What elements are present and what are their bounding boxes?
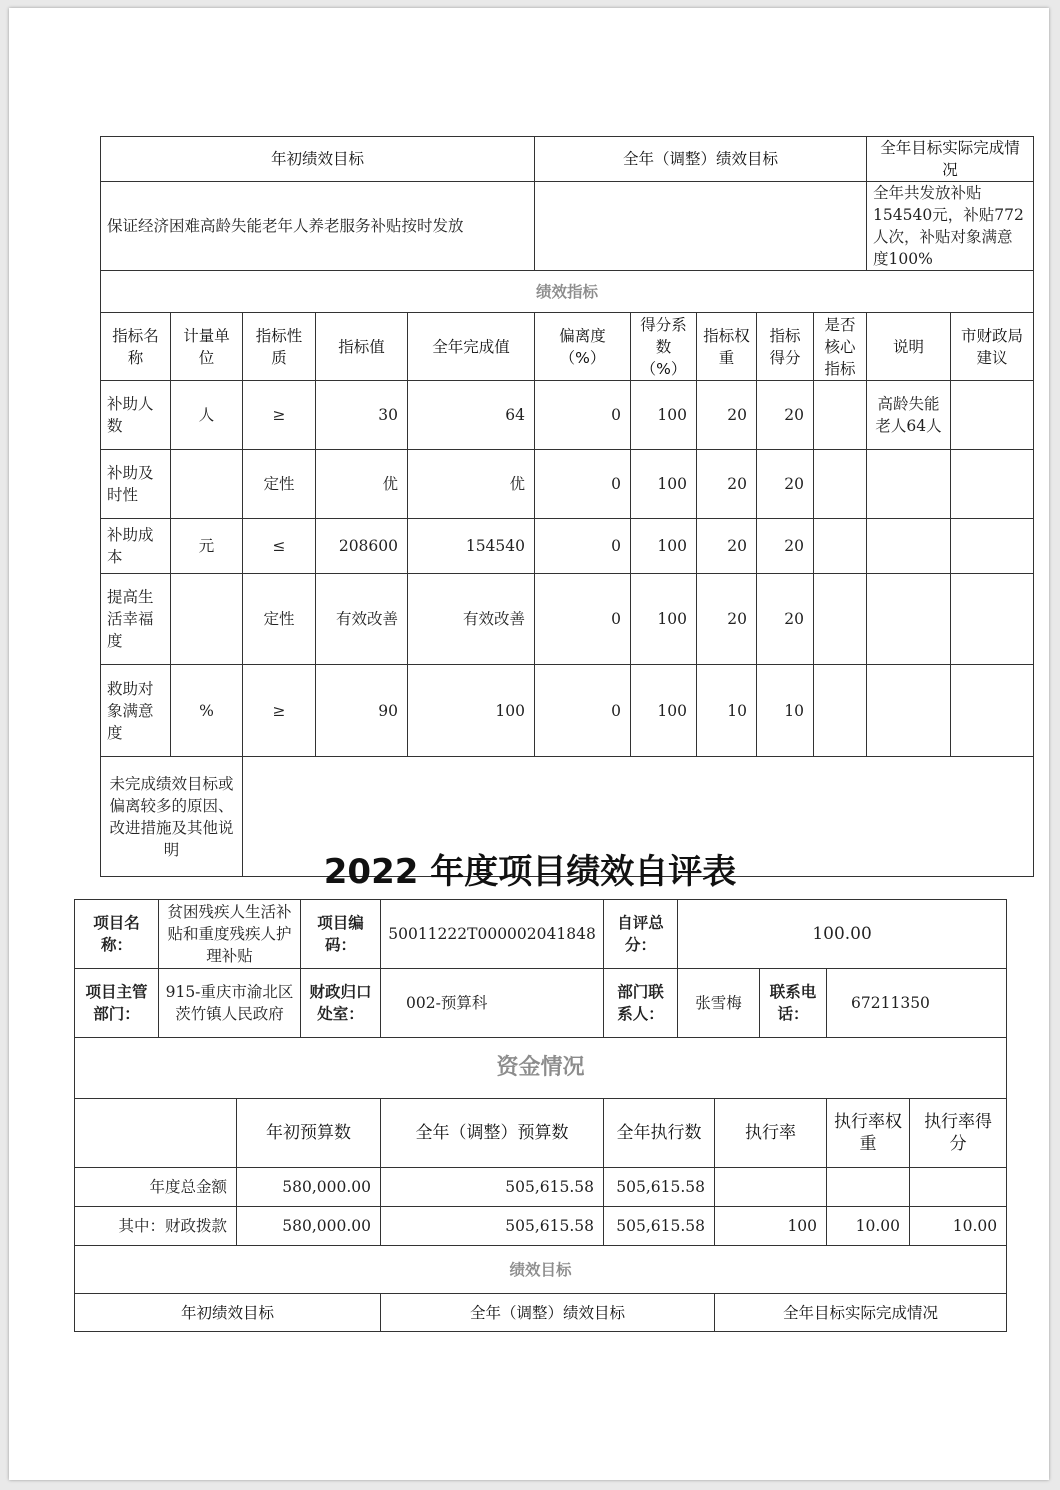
table-row	[101, 519, 1034, 574]
table-row	[101, 574, 1034, 665]
contact: 张雪梅	[678, 969, 760, 1038]
indicator-core	[814, 381, 867, 450]
indicator-target: 优	[316, 450, 408, 519]
dept-label: 项目主管部门：	[75, 969, 159, 1038]
indicator-unit	[171, 574, 243, 665]
indicator-target: 有效改善	[316, 574, 408, 665]
indicator-deviation: 0	[535, 519, 631, 574]
funds-section-title: 资金情况	[75, 1038, 1007, 1099]
funds-rate: 100	[715, 1207, 827, 1246]
project-name: 贫困残疾人生活补贴和重度残疾人护理补贴	[159, 900, 301, 969]
adjusted-goal-header: 全年（调整）绩效目标	[535, 137, 867, 182]
adjusted-goal-text	[535, 182, 867, 271]
funds-score	[910, 1168, 1007, 1207]
col-header: 得分系数（%）	[631, 313, 697, 381]
self-score: 100.00	[678, 900, 1007, 969]
indicator-score: 20	[757, 381, 814, 450]
initial-goal-header: 年初绩效目标	[101, 137, 535, 182]
table-row	[101, 665, 1034, 757]
indicator-weight: 20	[697, 450, 757, 519]
funds-executed: 505,615.58	[604, 1168, 715, 1207]
goal-header-row	[75, 1294, 1007, 1332]
indicator-coef: 100	[631, 450, 697, 519]
indicator-unit: 元	[171, 519, 243, 574]
funds-weight: 10.00	[827, 1207, 910, 1246]
indicator-actual: 100	[408, 665, 535, 757]
indicator-unit	[171, 450, 243, 519]
indicator-actual: 154540	[408, 519, 535, 574]
indicator-deviation: 0	[535, 450, 631, 519]
funds-col-header: 全年执行数	[604, 1099, 715, 1168]
indicator-core	[814, 519, 867, 574]
funds-header-row	[75, 1099, 1007, 1168]
col-header: 偏离度（%）	[535, 313, 631, 381]
actual-completion-text: 全年共发放补贴154540元，补贴772人次，补贴对象满意度100%	[867, 182, 1034, 271]
goal-col-header: 全年目标实际完成情况	[715, 1294, 1007, 1332]
table-row	[101, 450, 1034, 519]
indicator-name: 提高生活幸福度	[101, 574, 171, 665]
goal-section-title: 绩效目标	[75, 1246, 1007, 1294]
indicator-nature: 定性	[243, 450, 316, 519]
indicator-core	[814, 574, 867, 665]
indicator-advice	[951, 519, 1034, 574]
funds-col-header	[75, 1099, 237, 1168]
goal-col-header: 全年（调整）绩效目标	[381, 1294, 715, 1332]
indicator-nature: ≥	[243, 381, 316, 450]
col-header: 指标性质	[243, 313, 316, 381]
indicator-actual: 有效改善	[408, 574, 535, 665]
dept: 915-重庆市渝北区茨竹镇人民政府	[159, 969, 301, 1038]
project-self-evaluation-table	[74, 899, 1007, 1332]
indicator-section-title: 绩效指标	[101, 271, 1034, 313]
funds-initial: 580,000.00	[237, 1207, 381, 1246]
indicator-weight: 20	[697, 381, 757, 450]
col-header: 指标值	[316, 313, 408, 381]
funds-executed: 505,615.58	[604, 1207, 715, 1246]
col-header: 全年完成值	[408, 313, 535, 381]
goal-col-header: 年初绩效目标	[75, 1294, 381, 1332]
table-row	[75, 1168, 1007, 1207]
indicator-advice	[951, 665, 1034, 757]
funds-weight	[827, 1168, 910, 1207]
funds-col-header: 执行率得分	[910, 1099, 1007, 1168]
indicator-weight: 20	[697, 519, 757, 574]
funds-col-header: 执行率权重	[827, 1099, 910, 1168]
indicator-core	[814, 665, 867, 757]
initial-goal-text: 保证经济困难高龄失能老年人养老服务补贴按时发放	[101, 182, 535, 271]
funds-score: 10.00	[910, 1207, 1007, 1246]
col-header: 说明	[867, 313, 951, 381]
performance-table	[100, 136, 1034, 877]
funds-col-header: 年初预算数	[237, 1099, 381, 1168]
indicator-coef: 100	[631, 574, 697, 665]
indicator-nature: ≥	[243, 665, 316, 757]
indicator-deviation: 0	[535, 665, 631, 757]
indicator-name: 补助人数	[101, 381, 171, 450]
indicator-note	[867, 574, 951, 665]
indicator-note	[867, 519, 951, 574]
col-header: 指标名称	[101, 313, 171, 381]
indicator-note	[867, 665, 951, 757]
indicator-deviation: 0	[535, 381, 631, 450]
indicator-coef: 100	[631, 519, 697, 574]
indicator-note	[867, 450, 951, 519]
indicator-actual: 64	[408, 381, 535, 450]
remark-label: 未完成绩效目标或偏离较多的原因、改进措施及其他说明	[101, 757, 243, 877]
indicator-name: 补助及时性	[101, 450, 171, 519]
finance-office: 002-预算科	[381, 969, 604, 1038]
indicator-target: 208600	[316, 519, 408, 574]
indicator-advice	[951, 574, 1034, 665]
indicator-coef: 100	[631, 665, 697, 757]
col-header: 市财政局建议	[951, 313, 1034, 381]
finance-office-label: 财政归口处室：	[301, 969, 381, 1038]
indicator-unit: %	[171, 665, 243, 757]
indicator-actual: 优	[408, 450, 535, 519]
indicator-target: 90	[316, 665, 408, 757]
page-title: 2022 年度项目绩效自评表	[323, 852, 737, 892]
col-header: 指标得分	[757, 313, 814, 381]
funds-initial: 580,000.00	[237, 1168, 381, 1207]
indicator-nature: 定性	[243, 574, 316, 665]
phone-label: 联系电话：	[760, 969, 827, 1038]
indicator-deviation: 0	[535, 574, 631, 665]
funds-col-header: 全年（调整）预算数	[381, 1099, 604, 1168]
indicator-score: 20	[757, 450, 814, 519]
indicator-score: 20	[757, 519, 814, 574]
table-row	[101, 381, 1034, 450]
indicator-weight: 10	[697, 665, 757, 757]
indicator-name: 救助对象满意度	[101, 665, 171, 757]
project-name-label: 项目名称：	[75, 900, 159, 969]
indicator-advice	[951, 450, 1034, 519]
indicator-header-row	[101, 313, 1034, 381]
funds-row-label: 其中：财政拨款	[75, 1207, 237, 1246]
phone: 67211350	[827, 969, 1007, 1038]
col-header: 指标权重	[697, 313, 757, 381]
funds-adjusted: 505,615.58	[381, 1168, 604, 1207]
indicator-coef: 100	[631, 381, 697, 450]
contact-label: 部门联系人：	[604, 969, 678, 1038]
indicator-note: 高龄失能老人64人	[867, 381, 951, 450]
indicator-weight: 20	[697, 574, 757, 665]
indicator-core	[814, 450, 867, 519]
funds-row-label: 年度总金额	[75, 1168, 237, 1207]
indicator-unit: 人	[171, 381, 243, 450]
indicator-score: 10	[757, 665, 814, 757]
funds-col-header: 执行率	[715, 1099, 827, 1168]
self-score-label: 自评总分：	[604, 900, 678, 969]
project-code-label: 项目编码：	[301, 900, 381, 969]
col-header: 是否核心指标	[814, 313, 867, 381]
indicator-target: 30	[316, 381, 408, 450]
table-row	[75, 1207, 1007, 1246]
indicator-nature: ≤	[243, 519, 316, 574]
project-code: 50011222T000002041848	[381, 900, 604, 969]
funds-adjusted: 505,615.58	[381, 1207, 604, 1246]
indicator-name: 补助成本	[101, 519, 171, 574]
indicator-advice	[951, 381, 1034, 450]
actual-completion-header: 全年目标实际完成情况	[867, 137, 1034, 182]
funds-rate	[715, 1168, 827, 1207]
indicator-score: 20	[757, 574, 814, 665]
col-header: 计量单位	[171, 313, 243, 381]
